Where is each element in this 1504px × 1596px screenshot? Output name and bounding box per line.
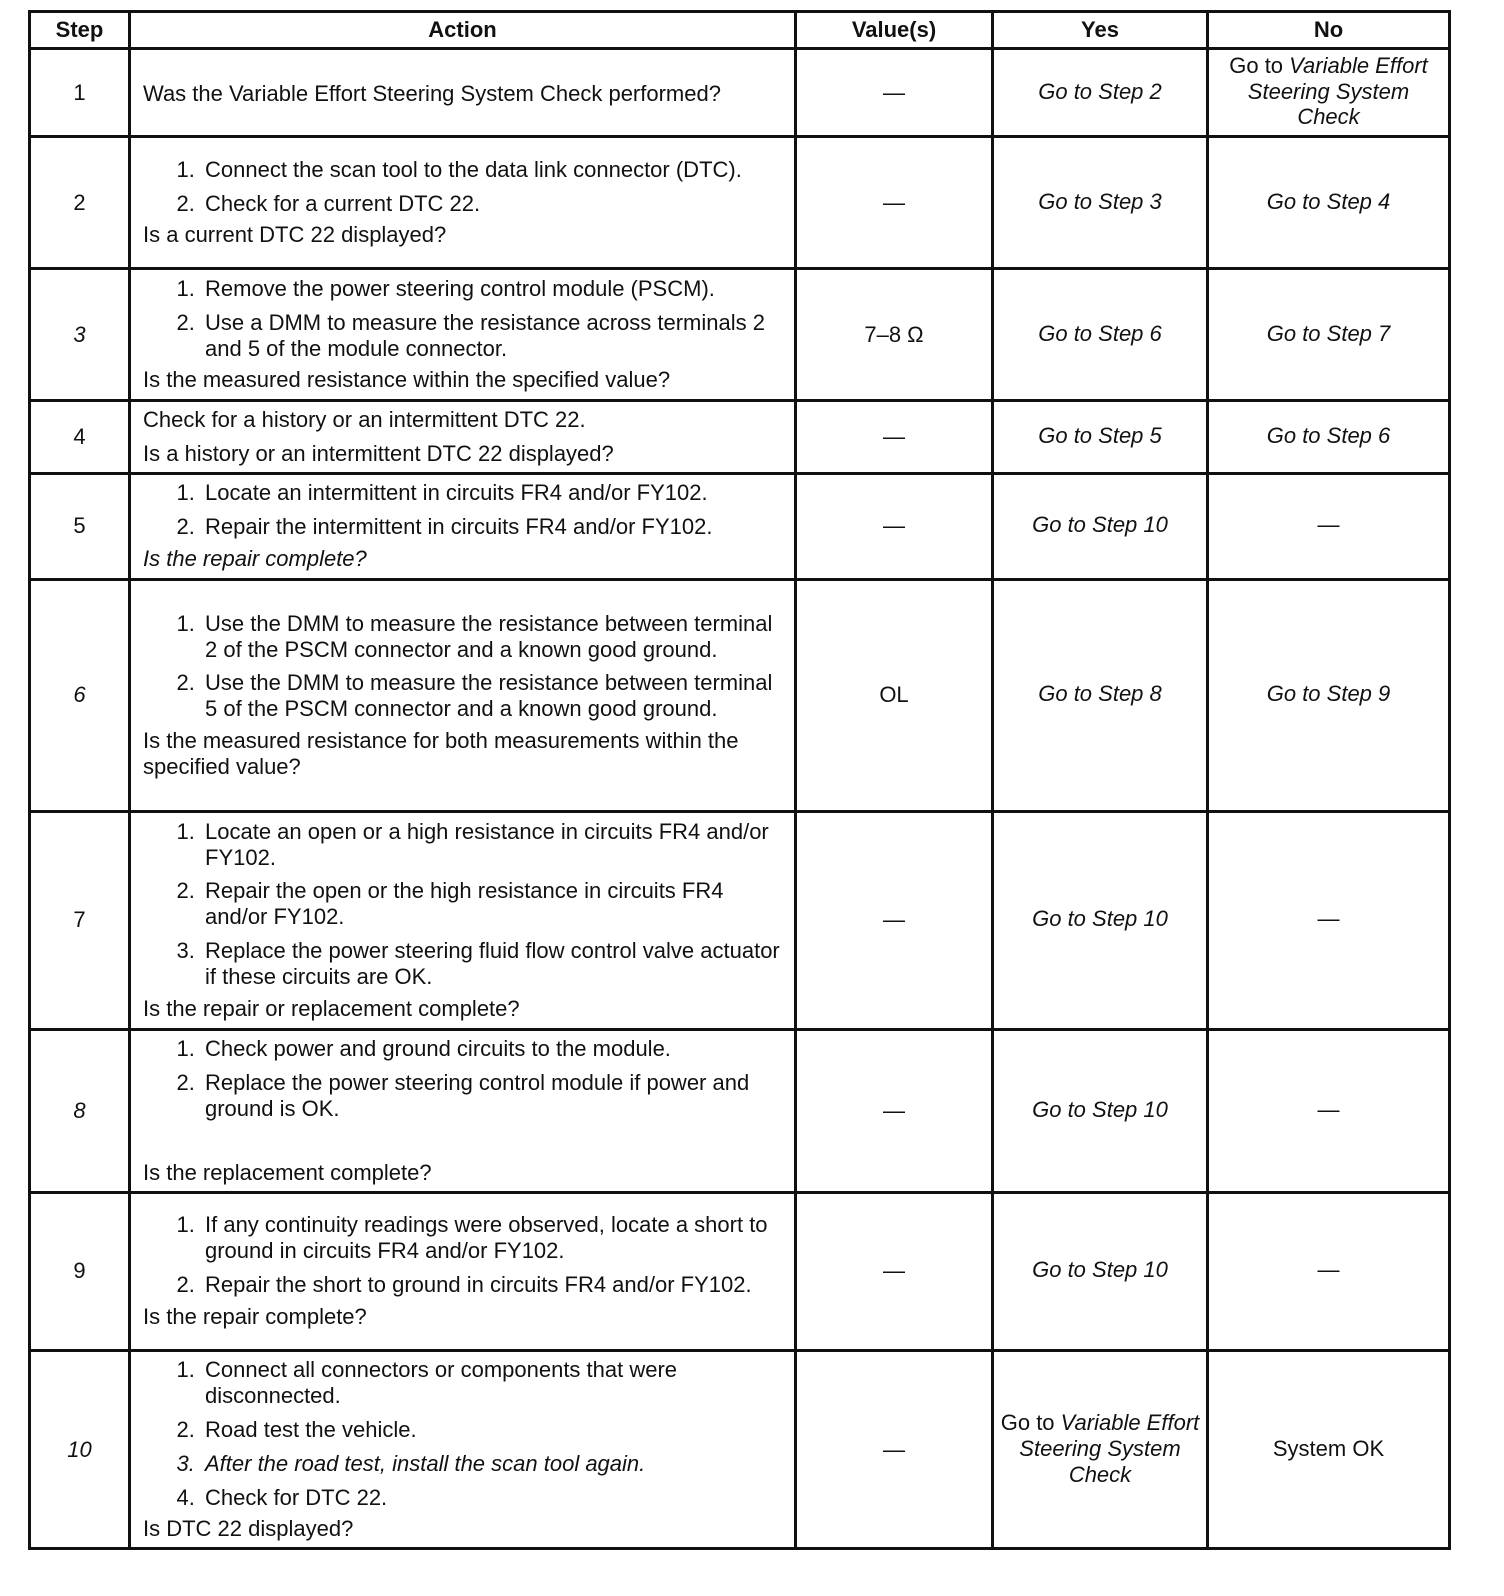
no-prefix: Go to xyxy=(1229,52,1284,78)
yes-text: Variable Effort Steering System Check xyxy=(1019,1409,1200,1487)
step-number: 5 xyxy=(30,473,130,579)
action-step: 2. Use a DMM to measure the resistance across terminals 2 and 5 of the module connector. xyxy=(201,310,784,362)
yes-text: Go to Step 3 xyxy=(1038,188,1162,214)
value-cell: — xyxy=(796,473,993,579)
no-cell: — xyxy=(1208,473,1450,579)
yes-text: Go to Step 10 xyxy=(1032,1257,1168,1283)
action-cell xyxy=(130,401,796,474)
yes-cell xyxy=(993,473,1208,579)
action-step: 2. Repair the short to ground in circuits FR4 and/or FY102. xyxy=(201,1272,784,1298)
action-steps xyxy=(143,157,784,217)
action-step: 1. Remove the power steering control module (PSCM). xyxy=(201,276,784,302)
yes-cell xyxy=(993,269,1208,401)
action-question: Is the replacement complete? xyxy=(143,1159,432,1185)
action-question: Is the repair complete? xyxy=(143,1304,367,1330)
yes-text: Go to Step 10 xyxy=(1032,906,1168,932)
yes-text: Go to Step 10 xyxy=(1032,512,1168,538)
yes-cell xyxy=(993,401,1208,474)
action-steps xyxy=(143,611,784,723)
no-cell: — xyxy=(1208,811,1450,1029)
table-row xyxy=(30,269,1450,401)
action-step: 1. If any continuity readings were observed, locate a short to ground in circuits FR4 and/or FY102. xyxy=(201,1212,784,1264)
action-step: 3. After the road test, install the scan tool again. xyxy=(201,1451,784,1477)
action-steps xyxy=(143,1212,784,1298)
yes-cell xyxy=(993,137,1208,269)
action-steps xyxy=(143,480,784,540)
table-row xyxy=(30,1029,1450,1192)
action-cell xyxy=(130,137,796,269)
value-cell: — xyxy=(796,1350,993,1549)
action-step: 1. Connect all connectors or components that were disconnected. xyxy=(201,1357,784,1409)
action-step: 1. Connect the scan tool to the data link connector (DTC). xyxy=(201,157,784,183)
value-cell: 7–8 Ω xyxy=(796,269,993,401)
no-cell xyxy=(1208,49,1450,137)
yes-cell xyxy=(993,1350,1208,1549)
value-cell: OL xyxy=(796,579,993,811)
header-action: Action xyxy=(130,12,796,49)
no-cell: — xyxy=(1208,1029,1450,1192)
action-question: Is a current DTC 22 displayed? xyxy=(143,222,447,248)
action-steps xyxy=(143,819,784,991)
action-step: 2. Replace the power steering control module if power and ground is OK. xyxy=(201,1070,784,1122)
action-step: 2. Repair the intermittent in circuits FR4 and/or FY102. xyxy=(201,514,784,540)
value-cell: — xyxy=(796,811,993,1029)
action-cell xyxy=(130,579,796,811)
no-text: Go to Step 6 xyxy=(1266,422,1391,448)
step-number: 1 xyxy=(30,49,130,137)
action-step: 3. Replace the power steering fluid flow control valve actuator if these circuits are OK. xyxy=(201,938,784,990)
yes-prefix: Go to xyxy=(1000,1409,1055,1435)
header-no: No xyxy=(1208,12,1450,49)
action-step: 1. Check power and ground circuits to the module. xyxy=(201,1036,784,1062)
table-row xyxy=(30,137,1450,269)
action-cell xyxy=(130,811,796,1029)
step-number: 10 xyxy=(30,1350,130,1549)
action-question: Is the measured resistance for both measurements within the specified value? xyxy=(143,728,739,780)
yes-text: Go to Step 10 xyxy=(1032,1096,1168,1122)
table-row xyxy=(30,1350,1450,1549)
header-values: Value(s) xyxy=(796,12,993,49)
yes-text: Go to Step 8 xyxy=(1038,681,1162,707)
table-row xyxy=(30,811,1450,1029)
action-cell xyxy=(130,49,796,137)
action-step: 4. Check for DTC 22. xyxy=(201,1485,784,1511)
yes-text: Go to Step 5 xyxy=(1038,422,1162,448)
no-cell xyxy=(1208,269,1450,401)
value-cell: — xyxy=(796,401,993,474)
action-cell xyxy=(130,473,796,579)
action-step: 2. Road test the vehicle. xyxy=(201,1417,784,1443)
action-step: 2. Repair the open or the high resistance in circuits FR4 and/or FY102. xyxy=(201,878,784,930)
action-step: 1. Locate an open or a high resistance in circuits FR4 and/or FY102. xyxy=(201,819,784,871)
header-step: Step xyxy=(30,12,130,49)
action-step: 1. Locate an intermittent in circuits FR4 and/or FY102. xyxy=(201,480,784,506)
no-text: Go to Step 9 xyxy=(1266,681,1391,707)
step-number: 6 xyxy=(30,579,130,811)
no-cell xyxy=(1208,579,1450,811)
diagnostic-table xyxy=(28,10,1451,1550)
value-cell: — xyxy=(796,49,993,137)
action-question: Is the repair or replacement complete? xyxy=(143,996,520,1022)
no-cell: — xyxy=(1208,1192,1450,1350)
step-number: 3 xyxy=(30,269,130,401)
yes-cell xyxy=(993,49,1208,137)
action-question: Is the measured resistance within the specified value? xyxy=(143,367,671,393)
action-question: Is a history or an intermittent DTC 22 displayed? xyxy=(143,440,614,466)
step-number: 8 xyxy=(30,1029,130,1192)
yes-text: Go to Step 6 xyxy=(1038,320,1162,346)
yes-cell xyxy=(993,1192,1208,1350)
spacer xyxy=(143,1128,784,1158)
action-cell xyxy=(130,1192,796,1350)
action-steps xyxy=(143,276,784,362)
step-number: 4 xyxy=(30,401,130,474)
step-number: 7 xyxy=(30,811,130,1029)
yes-cell xyxy=(993,1029,1208,1192)
no-text: Variable Effort Steering System Check xyxy=(1247,52,1428,130)
action-step: 1. Use the DMM to measure the resistance between terminal 2 of the PSCM connector and a known good ground. xyxy=(201,611,784,663)
table-row xyxy=(30,1192,1450,1350)
yes-text: Go to Step 2 xyxy=(1038,78,1162,104)
action-line: Check for a history or an intermittent DTC 22. xyxy=(143,407,586,432)
no-cell xyxy=(1208,401,1450,474)
action-steps xyxy=(143,1036,784,1122)
table-row xyxy=(30,579,1450,811)
table-row xyxy=(30,401,1450,474)
action-step: 2. Use the DMM to measure the resistance between terminal 5 of the PSCM connector and a known good ground. xyxy=(201,670,784,722)
action-question: Was the Variable Effort Steering System Check performed? xyxy=(143,80,721,106)
step-number: 2 xyxy=(30,137,130,269)
action-step: 2. Check for a current DTC 22. xyxy=(201,191,784,217)
value-cell: — xyxy=(796,1192,993,1350)
action-question: Is DTC 22 displayed? xyxy=(143,1516,354,1542)
action-question: Is the repair complete? xyxy=(143,546,367,572)
yes-cell xyxy=(993,811,1208,1029)
no-cell xyxy=(1208,137,1450,269)
action-cell xyxy=(130,269,796,401)
no-text: Go to Step 7 xyxy=(1266,320,1391,346)
no-text: Go to Step 4 xyxy=(1266,188,1391,214)
header-row xyxy=(30,12,1450,49)
action-steps xyxy=(143,1357,784,1511)
action-cell xyxy=(130,1350,796,1549)
yes-cell xyxy=(993,579,1208,811)
value-cell: — xyxy=(796,137,993,269)
table-row xyxy=(30,473,1450,579)
action-cell xyxy=(130,1029,796,1192)
value-cell: — xyxy=(796,1029,993,1192)
table-row xyxy=(30,49,1450,137)
header-yes: Yes xyxy=(993,12,1208,49)
step-number: 9 xyxy=(30,1192,130,1350)
no-cell xyxy=(1208,1350,1450,1549)
no-text: System OK xyxy=(1272,1435,1385,1461)
